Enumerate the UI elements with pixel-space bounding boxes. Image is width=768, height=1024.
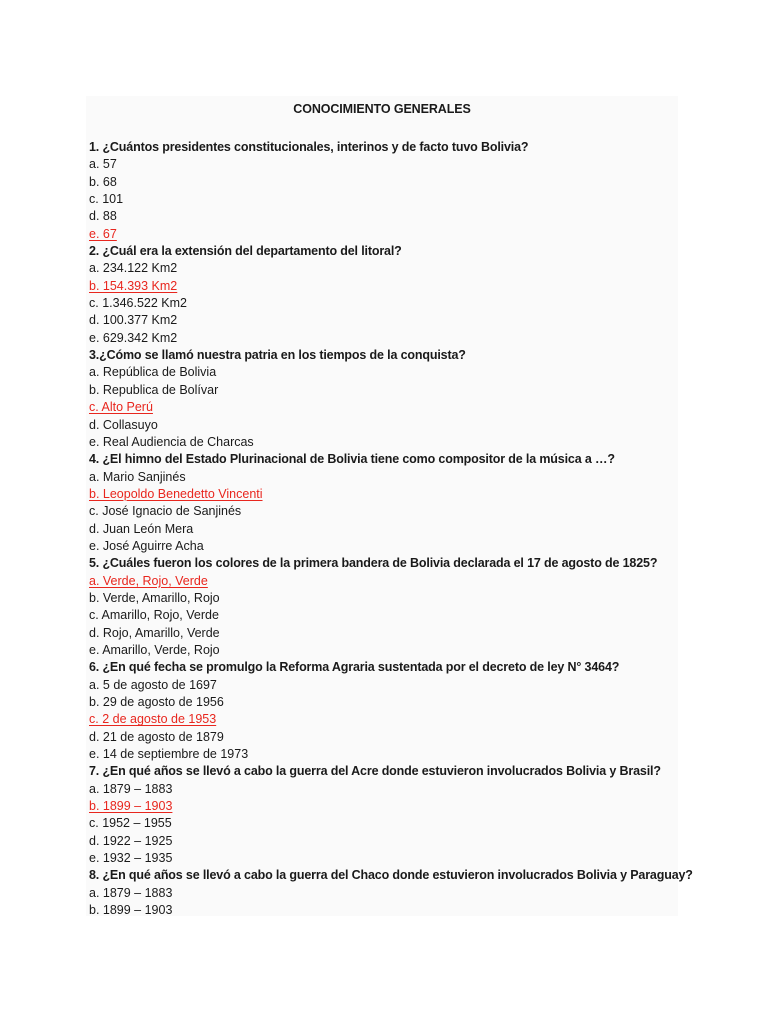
answer-option: e. 629.342 Km2 bbox=[89, 330, 178, 345]
answer-option: a. 1879 – 1883 bbox=[89, 781, 173, 796]
answer-option: a. República de Bolivia bbox=[89, 365, 217, 380]
answer-option: c. Amarillo, Rojo, Verde bbox=[89, 608, 219, 623]
correct-answer-option: b. Leopoldo Benedetto Vincenti bbox=[89, 486, 263, 501]
question-text: 4. ¿El himno del Estado Plurinacional de Bolivia tiene como compositor de la música a …? bbox=[89, 452, 615, 467]
answer-option: d. 100.377 Km2 bbox=[89, 313, 178, 328]
answer-option: a. 234.122 Km2 bbox=[89, 261, 178, 276]
answer-option: e. Amarillo, Verde, Rojo bbox=[89, 642, 220, 657]
correct-answer-option: b. 1899 – 1903 bbox=[89, 799, 173, 814]
answer-option: d. 88 bbox=[89, 209, 117, 224]
answer-option: a. 1879 – 1883 bbox=[89, 885, 173, 900]
correct-answer-option: a. Verde, Rojo, Verde bbox=[89, 573, 208, 588]
answer-option: c. José Ignacio de Sanjinés bbox=[89, 504, 242, 519]
question-block-8 bbox=[86, 867, 693, 919]
question-text: 3.¿Cómo se llamó nuestra patria en los tiempos de la conquista? bbox=[89, 348, 466, 363]
question-text: 2. ¿Cuál era la extensión del departamento del litoral? bbox=[89, 244, 402, 259]
answer-option: b. 1899 – 1903 bbox=[89, 903, 173, 918]
question-block-2 bbox=[86, 243, 678, 347]
question-block-4 bbox=[86, 451, 678, 555]
document-title: CONOCIMIENTO GENERALES bbox=[293, 102, 471, 116]
correct-answer-option: c. 2 de agosto de 1953 bbox=[89, 712, 217, 727]
answer-option: a. 57 bbox=[89, 157, 117, 172]
question-text: 8. ¿En qué años se llevó a cabo la guerra del Chaco donde estuvieron involucrados Bolivia y Paraguay? bbox=[89, 868, 693, 883]
answer-option: c. 101 bbox=[89, 192, 124, 207]
answer-option: d. Collasuyo bbox=[89, 417, 158, 432]
question-text: 7. ¿En qué años se llevó a cabo la guerra del Acre donde estuvieron involucrados Bolivia y Brasil? bbox=[89, 764, 661, 779]
answer-option: c. 1952 – 1955 bbox=[89, 816, 172, 831]
answer-option: d. 21 de agosto de 1879 bbox=[89, 729, 224, 744]
answer-option: d. Juan León Mera bbox=[89, 521, 194, 536]
answer-option: e. 1932 – 1935 bbox=[89, 851, 173, 866]
answer-option: b. Verde, Amarillo, Rojo bbox=[89, 590, 220, 605]
question-block-5 bbox=[86, 555, 678, 659]
answer-option: b. 68 bbox=[89, 174, 117, 189]
answer-option: a. Mario Sanjinés bbox=[89, 469, 186, 484]
answer-option: b. 29 de agosto de 1956 bbox=[89, 695, 224, 709]
answer-option: c. 1.346.522 Km2 bbox=[89, 296, 187, 311]
answer-option: d. 1922 – 1925 bbox=[89, 833, 173, 848]
question-text: 6. ¿En qué fecha se promulgo la Reforma Agraria sustentada por el decreto de ley N° 3464? bbox=[89, 660, 620, 675]
question-block-1 bbox=[86, 139, 678, 243]
answer-option: a. 5 de agosto de 1697 bbox=[89, 677, 217, 692]
correct-answer-option: c. Alto Perú bbox=[89, 400, 153, 415]
answer-option: e. 14 de septiembre de 1973 bbox=[89, 747, 249, 762]
correct-answer-option: b. 154.393 Km2 bbox=[89, 278, 178, 293]
correct-answer-option: e. 67 bbox=[89, 226, 117, 241]
answer-option: d. Rojo, Amarillo, Verde bbox=[89, 625, 220, 640]
question-list bbox=[86, 139, 693, 919]
question-text: 1. ¿Cuántos presidentes constitucionales, interinos y de facto tuvo Bolivia? bbox=[89, 140, 529, 154]
question-block-6 bbox=[86, 659, 678, 763]
question-block-7 bbox=[86, 763, 678, 867]
answer-option: b. Republica de Bolívar bbox=[89, 382, 219, 397]
answer-option: e. Real Audiencia de Charcas bbox=[89, 434, 254, 449]
question-text: 5. ¿Cuáles fueron los colores de la primera bandera de Bolivia declarada el 17 de agosto de 1825? bbox=[89, 556, 658, 571]
answer-option: e. José Aguirre Acha bbox=[89, 538, 204, 553]
document-page bbox=[86, 96, 693, 918]
question-block-3 bbox=[86, 347, 678, 451]
